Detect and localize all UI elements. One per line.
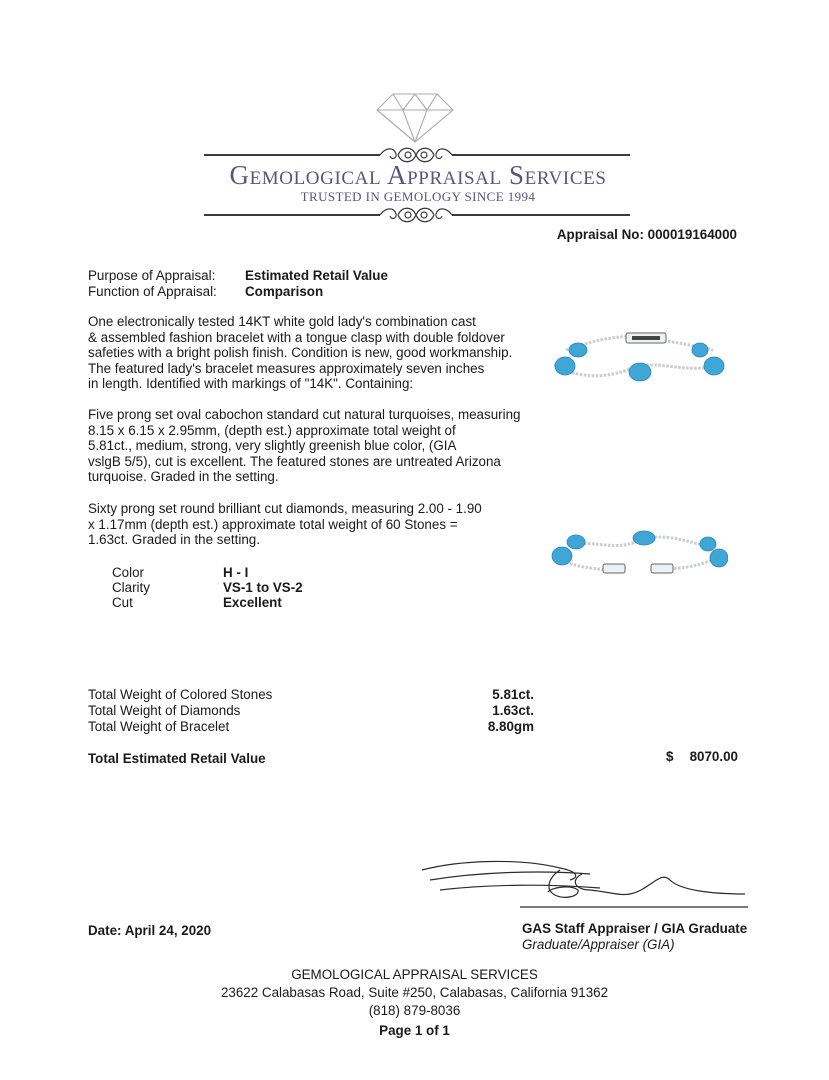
logo-rule bbox=[204, 214, 380, 216]
total-label-diamonds: Total Weight of Diamonds bbox=[88, 703, 241, 718]
description-line: Sixty prong set round brilliant cut diamonds, measuring 2.00 - 1.90 bbox=[88, 501, 482, 516]
flourish-icon bbox=[378, 203, 454, 227]
total-value-colored-stones: 5.81ct. bbox=[492, 687, 534, 702]
description-line: The featured lady's bracelet measures approximately seven inches bbox=[88, 360, 485, 376]
retail-value-label: Total Estimated Retail Value bbox=[88, 751, 266, 766]
total-label-colored-stones: Total Weight of Colored Stones bbox=[88, 687, 273, 702]
footer-address: 23622 Calabasas Road, Suite #250, Calabasas, California 91362 bbox=[220, 985, 609, 1000]
page-number: Page 1 of 1 bbox=[379, 1023, 450, 1038]
logo-rule bbox=[452, 214, 630, 216]
total-value-bracelet: 8.80gm bbox=[487, 719, 534, 734]
function-label: Function of Appraisal: bbox=[88, 284, 217, 299]
grade-label-color: Color bbox=[112, 565, 144, 580]
footer-phone: (818) 879-8036 bbox=[368, 1003, 461, 1018]
company-tagline: TRUSTED IN GEMOLOGY SINCE 1994 bbox=[300, 189, 536, 204]
total-label-bracelet: Total Weight of Bracelet bbox=[88, 719, 230, 734]
description-line: Five prong set oval cabochon standard cut natural turquoises, measuring bbox=[88, 407, 521, 422]
description-line: 1.63ct. Graded in the setting. bbox=[88, 532, 260, 548]
description-line: turquoise. Graded in the setting. bbox=[88, 469, 279, 485]
bracelet-open-photo bbox=[548, 530, 728, 580]
function-value: Comparison bbox=[245, 284, 324, 299]
retail-value-amount: 8070.00 bbox=[689, 749, 738, 764]
signer-title: GAS Staff Appraiser / GIA Graduate bbox=[522, 921, 748, 936]
signer-subtitle: Graduate/Appraiser (GIA) bbox=[522, 937, 675, 952]
description-line: x 1.17mm (depth est.) approximate total weight of 60 Stones = bbox=[88, 516, 458, 532]
colored-stone-description bbox=[88, 407, 538, 485]
description-line: 5.81ct., medium, strong, very slightly greenish blue color, (GIA bbox=[88, 438, 457, 454]
item-description bbox=[88, 314, 538, 392]
description-line: One electronically tested 14KT white gold lady's combination cast bbox=[88, 314, 476, 329]
description-line: 8.15 x 6.15 x 2.95mm, (depth est.) approximate total weight of bbox=[88, 422, 456, 438]
retail-value-currency: $ bbox=[666, 749, 674, 764]
company-name: Gemological Appraisal Services bbox=[229, 160, 607, 190]
appraisal-number: Appraisal No: 000019164000 bbox=[556, 227, 737, 242]
grade-label-clarity: Clarity bbox=[112, 580, 150, 595]
grade-value-clarity: VS-1 to VS-2 bbox=[223, 580, 303, 595]
appraisal-date: Date: April 24, 2020 bbox=[88, 923, 212, 938]
purpose-value: Estimated Retail Value bbox=[245, 268, 388, 283]
footer-company: GEMOLOGICAL APPRAISAL SERVICES bbox=[291, 967, 538, 982]
description-line: & assembled fashion bracelet with a tongue clasp with double foldover bbox=[88, 329, 505, 345]
grade-value-color: H - I bbox=[223, 565, 249, 580]
description-line: vslgB 5/5), cut is excellent. The featured stones are untreated Arizona bbox=[88, 453, 501, 469]
diamond-icon bbox=[375, 92, 455, 144]
grade-value-cut: Excellent bbox=[223, 595, 282, 610]
bracelet-closed-photo bbox=[548, 328, 728, 386]
logo-rule bbox=[204, 154, 380, 156]
total-value-diamonds: 1.63ct. bbox=[492, 703, 534, 718]
logo-rule bbox=[452, 154, 630, 156]
description-line: in length. Identified with markings of "14K". Containing: bbox=[88, 376, 414, 392]
description-line: safeties with a bright polish finish. Condition is new, good workmanship. bbox=[88, 345, 513, 361]
signature-image bbox=[420, 850, 750, 915]
grade-label-cut: Cut bbox=[112, 595, 133, 610]
diamond-description bbox=[88, 501, 538, 548]
purpose-label: Purpose of Appraisal: bbox=[88, 268, 216, 283]
footer bbox=[0, 966, 829, 1040]
